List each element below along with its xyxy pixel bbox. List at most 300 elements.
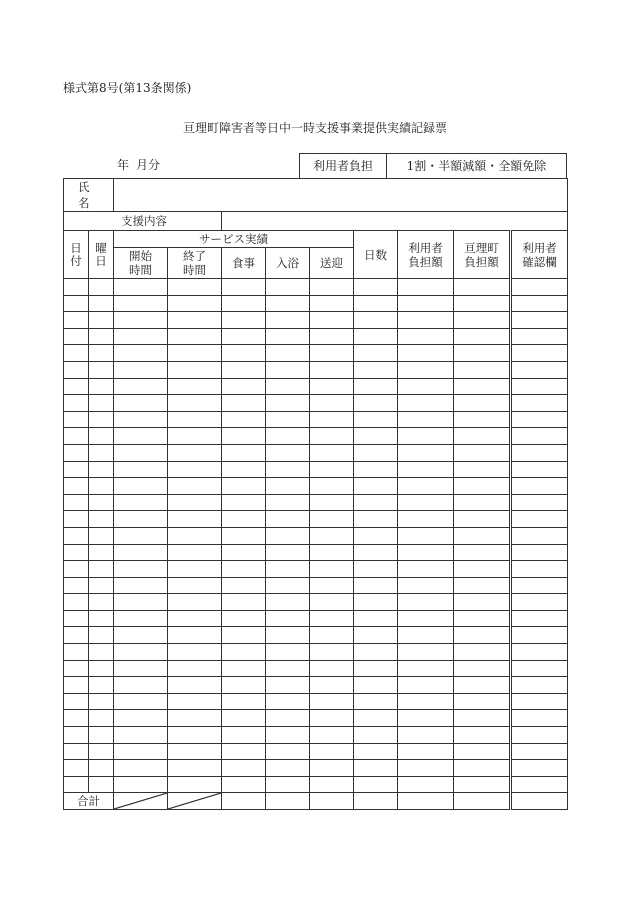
cell-meal[interactable]: [222, 295, 266, 312]
cell-transport[interactable]: [310, 395, 354, 412]
cell-meal[interactable]: [222, 444, 266, 461]
cell-user-burden[interactable]: [398, 693, 454, 710]
cell-days[interactable]: [354, 561, 398, 578]
cell-bath[interactable]: [266, 594, 310, 611]
total-town-burden[interactable]: [454, 793, 511, 810]
cell-meal[interactable]: [222, 328, 266, 345]
cell-start-time[interactable]: [114, 710, 168, 727]
cell-user-confirm[interactable]: [511, 660, 568, 677]
cell-town-burden[interactable]: [454, 279, 511, 296]
total-user-burden[interactable]: [398, 793, 454, 810]
cell-days[interactable]: [354, 328, 398, 345]
cell-meal[interactable]: [222, 361, 266, 378]
cell-start-time[interactable]: [114, 527, 168, 544]
cell-end-time[interactable]: [168, 743, 222, 760]
cell-town-burden[interactable]: [454, 660, 511, 677]
cell-town-burden[interactable]: [454, 776, 511, 793]
cell-days[interactable]: [354, 511, 398, 528]
cell-end-time[interactable]: [168, 561, 222, 578]
cell-start-time[interactable]: [114, 312, 168, 329]
cell-bath[interactable]: [266, 361, 310, 378]
cell-user-burden[interactable]: [398, 345, 454, 362]
cell-start-time[interactable]: [114, 727, 168, 744]
cell-days[interactable]: [354, 610, 398, 627]
cell-end-time[interactable]: [168, 494, 222, 511]
cell-town-burden[interactable]: [454, 644, 511, 661]
cell-transport[interactable]: [310, 561, 354, 578]
cell-user-confirm[interactable]: [511, 478, 568, 495]
cell-date[interactable]: [64, 693, 89, 710]
cell-user-confirm[interactable]: [511, 644, 568, 661]
cell-user-confirm[interactable]: [511, 627, 568, 644]
cell-start-time[interactable]: [114, 577, 168, 594]
cell-user-confirm[interactable]: [511, 295, 568, 312]
cell-end-time[interactable]: [168, 395, 222, 412]
support-content-field[interactable]: [222, 212, 568, 231]
cell-transport[interactable]: [310, 760, 354, 777]
cell-start-time[interactable]: [114, 561, 168, 578]
cell-meal[interactable]: [222, 561, 266, 578]
cell-weekday[interactable]: [89, 677, 114, 694]
cell-weekday[interactable]: [89, 594, 114, 611]
cell-end-time[interactable]: [168, 478, 222, 495]
cell-user-confirm[interactable]: [511, 444, 568, 461]
total-days[interactable]: [354, 793, 398, 810]
cell-start-time[interactable]: [114, 677, 168, 694]
cell-user-confirm[interactable]: [511, 511, 568, 528]
cell-days[interactable]: [354, 461, 398, 478]
cell-transport[interactable]: [310, 328, 354, 345]
cell-weekday[interactable]: [89, 312, 114, 329]
cell-user-burden[interactable]: [398, 610, 454, 627]
cell-user-burden[interactable]: [398, 312, 454, 329]
cell-meal[interactable]: [222, 644, 266, 661]
cell-user-confirm[interactable]: [511, 279, 568, 296]
cell-end-time[interactable]: [168, 644, 222, 661]
cell-meal[interactable]: [222, 428, 266, 445]
cell-start-time[interactable]: [114, 361, 168, 378]
name-field[interactable]: [114, 179, 568, 212]
cell-user-confirm[interactable]: [511, 544, 568, 561]
cell-bath[interactable]: [266, 776, 310, 793]
cell-date[interactable]: [64, 660, 89, 677]
cell-meal[interactable]: [222, 594, 266, 611]
cell-date[interactable]: [64, 776, 89, 793]
cell-start-time[interactable]: [114, 511, 168, 528]
cell-weekday[interactable]: [89, 577, 114, 594]
cell-weekday[interactable]: [89, 660, 114, 677]
cell-user-burden[interactable]: [398, 428, 454, 445]
cell-end-time[interactable]: [168, 378, 222, 395]
cell-days[interactable]: [354, 428, 398, 445]
cell-date[interactable]: [64, 677, 89, 694]
cell-town-burden[interactable]: [454, 743, 511, 760]
cell-end-time[interactable]: [168, 610, 222, 627]
cell-transport[interactable]: [310, 776, 354, 793]
cell-bath[interactable]: [266, 610, 310, 627]
cell-town-burden[interactable]: [454, 527, 511, 544]
cell-end-time[interactable]: [168, 511, 222, 528]
cell-meal[interactable]: [222, 760, 266, 777]
cell-days[interactable]: [354, 577, 398, 594]
cell-user-confirm[interactable]: [511, 411, 568, 428]
cell-weekday[interactable]: [89, 279, 114, 296]
cell-transport[interactable]: [310, 361, 354, 378]
cell-days[interactable]: [354, 743, 398, 760]
cell-transport[interactable]: [310, 627, 354, 644]
cell-town-burden[interactable]: [454, 411, 511, 428]
cell-date[interactable]: [64, 478, 89, 495]
cell-meal[interactable]: [222, 411, 266, 428]
cell-start-time[interactable]: [114, 478, 168, 495]
cell-meal[interactable]: [222, 312, 266, 329]
cell-days[interactable]: [354, 312, 398, 329]
cell-user-burden[interactable]: [398, 776, 454, 793]
cell-town-burden[interactable]: [454, 295, 511, 312]
cell-user-burden[interactable]: [398, 677, 454, 694]
cell-meal[interactable]: [222, 776, 266, 793]
total-transport[interactable]: [310, 793, 354, 810]
cell-transport[interactable]: [310, 727, 354, 744]
cell-user-burden[interactable]: [398, 295, 454, 312]
cell-start-time[interactable]: [114, 660, 168, 677]
cell-bath[interactable]: [266, 395, 310, 412]
cell-transport[interactable]: [310, 660, 354, 677]
cell-bath[interactable]: [266, 544, 310, 561]
cell-meal[interactable]: [222, 478, 266, 495]
total-user-confirm[interactable]: [511, 793, 568, 810]
cell-weekday[interactable]: [89, 561, 114, 578]
cell-bath[interactable]: [266, 378, 310, 395]
cell-weekday[interactable]: [89, 461, 114, 478]
cell-start-time[interactable]: [114, 428, 168, 445]
cell-user-burden[interactable]: [398, 544, 454, 561]
cell-transport[interactable]: [310, 378, 354, 395]
cell-bath[interactable]: [266, 644, 310, 661]
cell-bath[interactable]: [266, 660, 310, 677]
cell-user-confirm[interactable]: [511, 428, 568, 445]
cell-date[interactable]: [64, 760, 89, 777]
cell-date[interactable]: [64, 395, 89, 412]
cell-user-burden[interactable]: [398, 561, 454, 578]
cell-date[interactable]: [64, 345, 89, 362]
cell-bath[interactable]: [266, 312, 310, 329]
cell-date[interactable]: [64, 710, 89, 727]
cell-transport[interactable]: [310, 511, 354, 528]
cell-start-time[interactable]: [114, 461, 168, 478]
cell-end-time[interactable]: [168, 461, 222, 478]
cell-days[interactable]: [354, 727, 398, 744]
cell-bath[interactable]: [266, 527, 310, 544]
cell-end-time[interactable]: [168, 279, 222, 296]
cell-bath[interactable]: [266, 693, 310, 710]
cell-weekday[interactable]: [89, 527, 114, 544]
cell-date[interactable]: [64, 627, 89, 644]
cell-end-time[interactable]: [168, 577, 222, 594]
cell-bath[interactable]: [266, 461, 310, 478]
cell-transport[interactable]: [310, 494, 354, 511]
cell-date[interactable]: [64, 561, 89, 578]
cell-weekday[interactable]: [89, 610, 114, 627]
cell-user-burden[interactable]: [398, 494, 454, 511]
cell-date[interactable]: [64, 511, 89, 528]
cell-date[interactable]: [64, 328, 89, 345]
cell-date[interactable]: [64, 743, 89, 760]
cell-date[interactable]: [64, 544, 89, 561]
cell-meal[interactable]: [222, 544, 266, 561]
cell-transport[interactable]: [310, 743, 354, 760]
cell-days[interactable]: [354, 395, 398, 412]
cell-town-burden[interactable]: [454, 444, 511, 461]
cell-days[interactable]: [354, 693, 398, 710]
cell-town-burden[interactable]: [454, 710, 511, 727]
cell-weekday[interactable]: [89, 378, 114, 395]
cell-user-confirm[interactable]: [511, 561, 568, 578]
cell-weekday[interactable]: [89, 760, 114, 777]
cell-meal[interactable]: [222, 461, 266, 478]
cell-days[interactable]: [354, 760, 398, 777]
cell-start-time[interactable]: [114, 345, 168, 362]
cell-user-burden[interactable]: [398, 279, 454, 296]
cell-town-burden[interactable]: [454, 428, 511, 445]
cell-user-burden[interactable]: [398, 527, 454, 544]
cell-user-burden[interactable]: [398, 328, 454, 345]
cell-bath[interactable]: [266, 577, 310, 594]
cell-end-time[interactable]: [168, 594, 222, 611]
cell-bath[interactable]: [266, 561, 310, 578]
cell-date[interactable]: [64, 444, 89, 461]
cell-weekday[interactable]: [89, 693, 114, 710]
cell-end-time[interactable]: [168, 710, 222, 727]
cell-days[interactable]: [354, 279, 398, 296]
cell-weekday[interactable]: [89, 727, 114, 744]
cell-town-burden[interactable]: [454, 594, 511, 611]
cell-end-time[interactable]: [168, 328, 222, 345]
cell-start-time[interactable]: [114, 378, 168, 395]
cell-date[interactable]: [64, 428, 89, 445]
cell-weekday[interactable]: [89, 361, 114, 378]
cell-date[interactable]: [64, 727, 89, 744]
cell-weekday[interactable]: [89, 544, 114, 561]
cell-transport[interactable]: [310, 544, 354, 561]
cell-town-burden[interactable]: [454, 627, 511, 644]
cell-user-burden[interactable]: [398, 727, 454, 744]
cell-user-confirm[interactable]: [511, 577, 568, 594]
cell-user-confirm[interactable]: [511, 743, 568, 760]
cell-weekday[interactable]: [89, 743, 114, 760]
cell-end-time[interactable]: [168, 727, 222, 744]
cell-weekday[interactable]: [89, 494, 114, 511]
cell-bath[interactable]: [266, 345, 310, 362]
cell-start-time[interactable]: [114, 295, 168, 312]
cell-user-confirm[interactable]: [511, 677, 568, 694]
cell-start-time[interactable]: [114, 395, 168, 412]
cell-weekday[interactable]: [89, 295, 114, 312]
cell-weekday[interactable]: [89, 345, 114, 362]
cell-town-burden[interactable]: [454, 478, 511, 495]
cell-user-confirm[interactable]: [511, 395, 568, 412]
cell-bath[interactable]: [266, 727, 310, 744]
cell-transport[interactable]: [310, 710, 354, 727]
cell-end-time[interactable]: [168, 361, 222, 378]
cell-date[interactable]: [64, 577, 89, 594]
cell-days[interactable]: [354, 677, 398, 694]
cell-days[interactable]: [354, 444, 398, 461]
cell-start-time[interactable]: [114, 544, 168, 561]
cell-transport[interactable]: [310, 610, 354, 627]
cell-end-time[interactable]: [168, 627, 222, 644]
cell-meal[interactable]: [222, 345, 266, 362]
cell-user-burden[interactable]: [398, 627, 454, 644]
cell-user-burden[interactable]: [398, 743, 454, 760]
cell-days[interactable]: [354, 361, 398, 378]
cell-days[interactable]: [354, 660, 398, 677]
total-bath[interactable]: [266, 793, 310, 810]
cell-days[interactable]: [354, 644, 398, 661]
cell-town-burden[interactable]: [454, 461, 511, 478]
cell-bath[interactable]: [266, 411, 310, 428]
cell-user-burden[interactable]: [398, 478, 454, 495]
cell-user-burden[interactable]: [398, 577, 454, 594]
total-meal[interactable]: [222, 793, 266, 810]
cell-weekday[interactable]: [89, 511, 114, 528]
cell-end-time[interactable]: [168, 444, 222, 461]
cell-bath[interactable]: [266, 743, 310, 760]
cell-transport[interactable]: [310, 577, 354, 594]
cell-bath[interactable]: [266, 627, 310, 644]
cell-days[interactable]: [354, 627, 398, 644]
cell-user-confirm[interactable]: [511, 461, 568, 478]
cell-start-time[interactable]: [114, 444, 168, 461]
cell-town-burden[interactable]: [454, 378, 511, 395]
cell-bath[interactable]: [266, 444, 310, 461]
cell-weekday[interactable]: [89, 627, 114, 644]
cell-user-burden[interactable]: [398, 461, 454, 478]
cell-bath[interactable]: [266, 328, 310, 345]
cell-end-time[interactable]: [168, 295, 222, 312]
cell-town-burden[interactable]: [454, 760, 511, 777]
cell-town-burden[interactable]: [454, 577, 511, 594]
cell-bath[interactable]: [266, 677, 310, 694]
cell-start-time[interactable]: [114, 627, 168, 644]
cell-start-time[interactable]: [114, 610, 168, 627]
cell-end-time[interactable]: [168, 677, 222, 694]
cell-days[interactable]: [354, 527, 398, 544]
cell-start-time[interactable]: [114, 743, 168, 760]
cell-user-confirm[interactable]: [511, 776, 568, 793]
cell-meal[interactable]: [222, 693, 266, 710]
cell-transport[interactable]: [310, 444, 354, 461]
cell-date[interactable]: [64, 361, 89, 378]
cell-transport[interactable]: [310, 644, 354, 661]
cell-meal[interactable]: [222, 610, 266, 627]
cell-user-burden[interactable]: [398, 511, 454, 528]
cell-transport[interactable]: [310, 279, 354, 296]
cell-transport[interactable]: [310, 428, 354, 445]
cell-meal[interactable]: [222, 660, 266, 677]
cell-days[interactable]: [354, 494, 398, 511]
cell-town-burden[interactable]: [454, 693, 511, 710]
cell-weekday[interactable]: [89, 328, 114, 345]
cell-start-time[interactable]: [114, 279, 168, 296]
cell-end-time[interactable]: [168, 345, 222, 362]
cell-weekday[interactable]: [89, 776, 114, 793]
cell-transport[interactable]: [310, 527, 354, 544]
cell-user-burden[interactable]: [398, 660, 454, 677]
cell-town-burden[interactable]: [454, 610, 511, 627]
cell-transport[interactable]: [310, 312, 354, 329]
user-burden-options[interactable]: 1割・半額減額・全額免除: [406, 159, 547, 173]
cell-user-confirm[interactable]: [511, 727, 568, 744]
cell-transport[interactable]: [310, 677, 354, 694]
cell-transport[interactable]: [310, 693, 354, 710]
cell-date[interactable]: [64, 594, 89, 611]
cell-start-time[interactable]: [114, 494, 168, 511]
cell-end-time[interactable]: [168, 660, 222, 677]
cell-meal[interactable]: [222, 627, 266, 644]
cell-town-burden[interactable]: [454, 494, 511, 511]
cell-user-confirm[interactable]: [511, 594, 568, 611]
cell-town-burden[interactable]: [454, 345, 511, 362]
cell-town-burden[interactable]: [454, 544, 511, 561]
cell-date[interactable]: [64, 461, 89, 478]
cell-end-time[interactable]: [168, 428, 222, 445]
cell-user-confirm[interactable]: [511, 527, 568, 544]
cell-days[interactable]: [354, 594, 398, 611]
cell-weekday[interactable]: [89, 428, 114, 445]
cell-meal[interactable]: [222, 378, 266, 395]
cell-town-burden[interactable]: [454, 328, 511, 345]
cell-transport[interactable]: [310, 478, 354, 495]
cell-weekday[interactable]: [89, 395, 114, 412]
cell-user-confirm[interactable]: [511, 494, 568, 511]
cell-town-burden[interactable]: [454, 511, 511, 528]
cell-user-burden[interactable]: [398, 444, 454, 461]
cell-days[interactable]: [354, 478, 398, 495]
cell-town-burden[interactable]: [454, 677, 511, 694]
cell-bath[interactable]: [266, 494, 310, 511]
cell-end-time[interactable]: [168, 544, 222, 561]
cell-user-confirm[interactable]: [511, 760, 568, 777]
cell-town-burden[interactable]: [454, 561, 511, 578]
cell-bath[interactable]: [266, 279, 310, 296]
cell-meal[interactable]: [222, 743, 266, 760]
cell-end-time[interactable]: [168, 312, 222, 329]
cell-days[interactable]: [354, 345, 398, 362]
cell-town-burden[interactable]: [454, 312, 511, 329]
cell-bath[interactable]: [266, 295, 310, 312]
cell-end-time[interactable]: [168, 693, 222, 710]
cell-user-confirm[interactable]: [511, 610, 568, 627]
cell-transport[interactable]: [310, 411, 354, 428]
cell-user-confirm[interactable]: [511, 328, 568, 345]
cell-town-burden[interactable]: [454, 361, 511, 378]
cell-weekday[interactable]: [89, 411, 114, 428]
cell-user-burden[interactable]: [398, 361, 454, 378]
cell-date[interactable]: [64, 279, 89, 296]
cell-user-burden[interactable]: [398, 594, 454, 611]
cell-start-time[interactable]: [114, 644, 168, 661]
cell-end-time[interactable]: [168, 776, 222, 793]
cell-meal[interactable]: [222, 710, 266, 727]
cell-days[interactable]: [354, 295, 398, 312]
cell-date[interactable]: [64, 527, 89, 544]
cell-days[interactable]: [354, 544, 398, 561]
cell-transport[interactable]: [310, 461, 354, 478]
cell-meal[interactable]: [222, 727, 266, 744]
cell-end-time[interactable]: [168, 411, 222, 428]
cell-user-burden[interactable]: [398, 378, 454, 395]
